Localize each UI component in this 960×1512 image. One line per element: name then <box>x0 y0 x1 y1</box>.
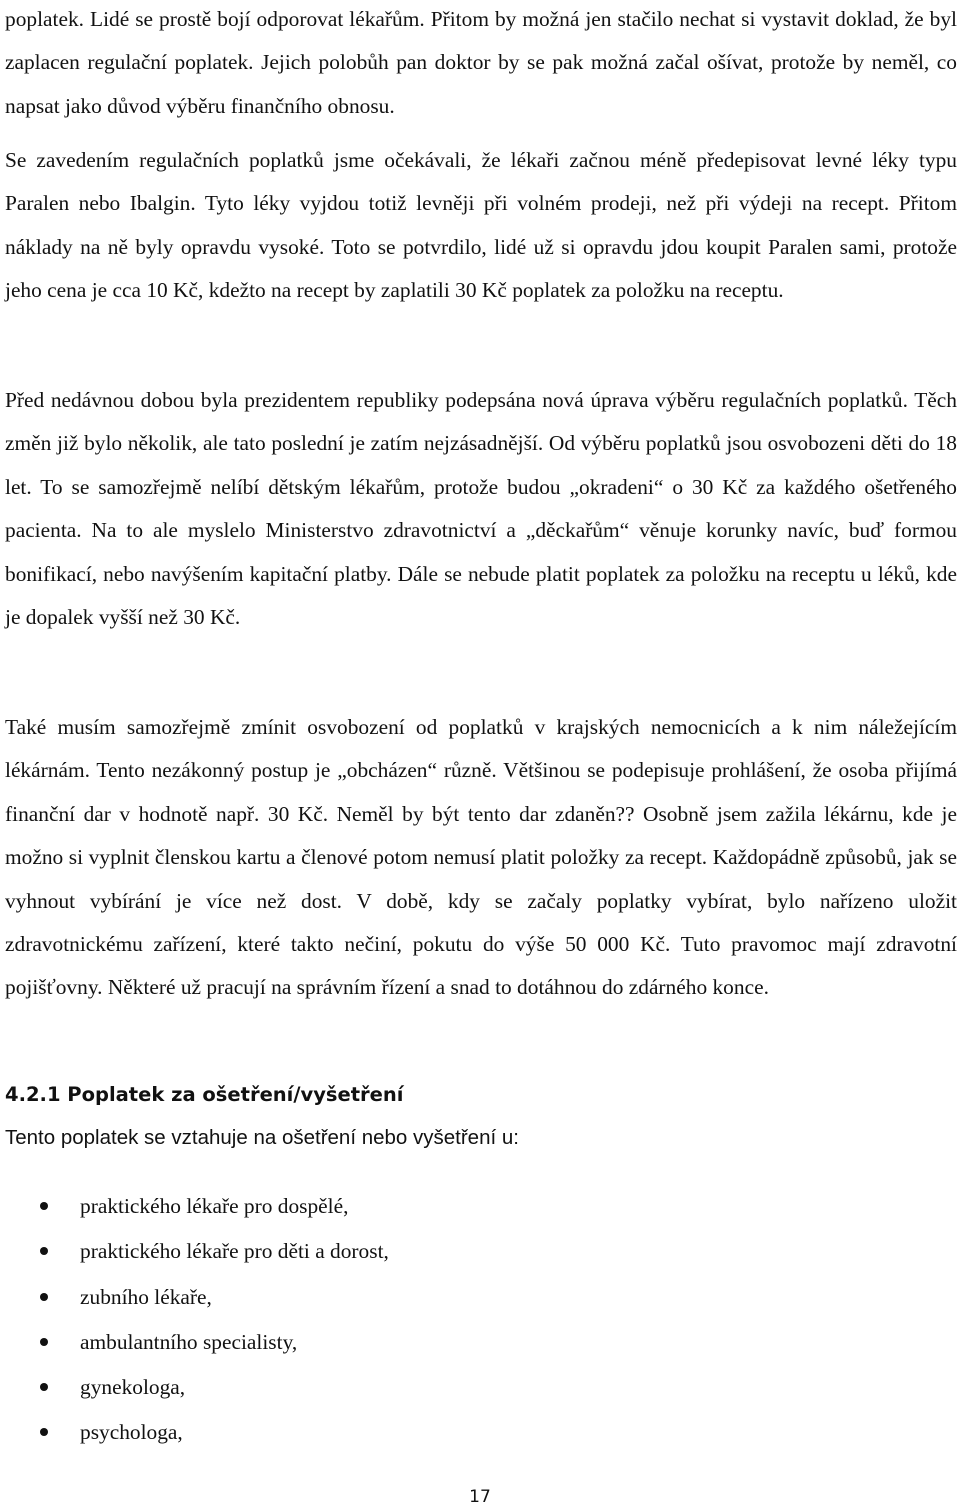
bullet-icon <box>40 1338 48 1346</box>
list-item <box>5 1322 389 1367</box>
page-number: 17 <box>469 1487 491 1507</box>
bullet-list <box>5 1186 389 1458</box>
section-intro: Tento poplatek se vztahuje na ošetření nebo vyšetření u: <box>5 1126 519 1149</box>
bullet-icon <box>40 1247 48 1255</box>
list-item-text: gynekologa, <box>80 1375 186 1400</box>
list-item <box>5 1231 389 1276</box>
list-item-text: ambulantního specialisty, <box>80 1329 298 1354</box>
bullet-icon <box>40 1202 48 1210</box>
list-item-text: zubního lékaře, <box>80 1284 212 1309</box>
section-heading: 4.2.1 Poplatek za ošetření/vyšetření <box>5 1083 404 1106</box>
paragraph-2: Se zavedením regulačních poplatků jsme očekávali, že lékaři začnou méně předepisovat levné léky typu Paralen nebo Ibalgin. Tyto léky vyjdou totiž levněji při volném prodeji, než při výdeji na recept. Přitom náklady na ně byly opravdu vysoké. Toto se potvrdilo, lidé už si opravdu jdou koupit Paralen sami, protože jeho cena je cca 10 Kč, kdežto na recept by zaplatili 30 Kč poplatek za položku na receptu. <box>5 148 957 303</box>
bullet-icon <box>40 1383 48 1391</box>
paragraph-3: Před nedávnou dobou byla prezidentem republiky podepsána nová úprava výběru regulačních poplatků. Těch změn již bylo několik, ale tato poslední je zatím nejzásadnější. Od výběru poplatků jsou osvobozeni děti do 18 let. To se samozřejmě nelíbí dětským lékařům, protože budou „okradeni“ o 30 Kč za každého ošetřeného pacienta. Na to ale myslelo Ministerstvo zdravotnictví a „děckařům“ věnuje korunky navíc, buď formou bonifikací, nebo navýšením kapitační platby. Dále se nebude platit poplatek za položku na receptu u léků, kde je dopalek vyšší než 30 Kč. <box>5 388 957 630</box>
bullet-icon <box>40 1428 48 1436</box>
list-item <box>5 1367 389 1412</box>
list-item-text: praktického lékaře pro dospělé, <box>80 1194 349 1218</box>
bullet-icon <box>40 1293 48 1301</box>
list-item <box>5 1277 389 1322</box>
list-item-text: praktického lékaře pro děti a dorost, <box>80 1239 389 1264</box>
list-item-text: psychologa, <box>80 1420 183 1445</box>
paragraph-4: Také musím samozřejmě zmínit osvobození od poplatků v krajských nemocnicích a k nim náležejícím lékárnám. Tento nezákonný postup je „obcházen“ různě. Většinou se podepisuje prohlášení, že osoba přijímá finanční dar v hodnotě např. 30 Kč. Neměl by být tento dar zdaněn?? Osobně jsem zažila lékárnu, kde je možno si vyplnit členskou kartu a členové potom nemusí platit položky za recept. Každopádně způsobů, jak se vyhnout vybírání je více než dost. V době, kdy se začaly poplatky vybírat, bylo nařízeno uložit zdravotnickému zařízení, které takto nečiní, pokutu do výše 50 000 Kč. Tuto pravomoc mají zdravotní pojišťovny. Některé už pracují na správním řízení a snad to dotáhnou do zdárného konce. <box>5 715 957 1000</box>
list-item <box>5 1412 389 1457</box>
paragraph-1: poplatek. Lidé se prostě bojí odporovat lékařům. Přitom by možná jen stačilo nechat si vystavit doklad, že byl zaplacen regulační poplatek. Jejich polobůh pan doktor by se pak možná začal ošívat, protože by neměl, co napsat jako důvod výběru finančního obnosu. <box>5 7 957 118</box>
list-item <box>5 1186 389 1231</box>
